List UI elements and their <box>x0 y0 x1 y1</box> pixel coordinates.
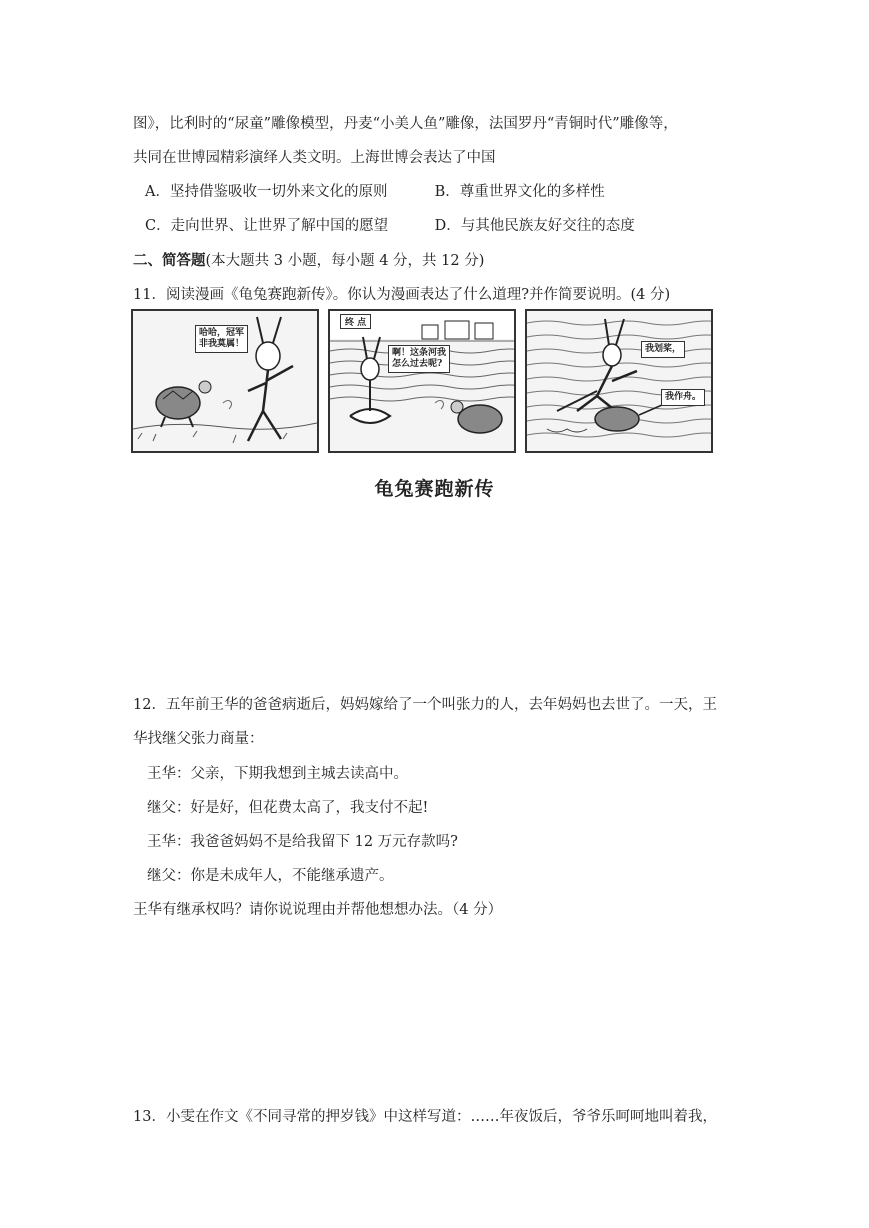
section-note: (本大题共 3 小题，每小题 4 分，共 12 分) <box>205 253 485 269</box>
panel-2-bubble-line-2: 怎么过去呢? <box>392 359 443 369</box>
question-12-line-2: 华找继父张力商量： <box>133 731 264 747</box>
dialogue-line-4: 继父：你是未成年人，不能继承遗产。 <box>147 868 394 884</box>
comic-panel-3 <box>525 309 713 453</box>
panel-2-finish-sign: 终 点 <box>340 314 371 329</box>
panel-1-bubble-line-1: 哈哈，冠军 <box>199 328 245 338</box>
question-11: 11．阅读漫画《龟兔赛跑新传》。你认为漫画表达了什么道理?并作简要说明。(4 分) <box>133 287 671 303</box>
question-13-line-1: 13．小雯在作文《不同寻常的押岁钱》中这样写道：……年夜饭后，爷爷乐呵呵地叫着我， <box>133 1109 717 1125</box>
comic-panel-3-drawing <box>527 311 711 451</box>
panel-1-speech-bubble <box>195 325 248 353</box>
comic-caption: 龟兔赛跑新传 <box>374 478 495 500</box>
continuation-line-1: 图》，比利时的“尿童”雕像模型，丹麦“小美人鱼”雕像，法国罗丹“青铜时代”雕像等， <box>133 116 678 132</box>
comic-panel-2 <box>328 309 516 453</box>
section-2-heading <box>133 249 484 270</box>
dialogue-line-3: 王华：我爸爸妈妈不是给我留下 12 万元存款吗? <box>147 834 458 850</box>
option-c: C．走向世界、让世界了解中国的愿望 <box>145 218 389 234</box>
panel-2-speech-bubble <box>388 345 450 373</box>
panel-3-bubble-turtle: 我作舟。 <box>661 389 705 406</box>
comic-panel-2-drawing <box>330 311 514 451</box>
continuation-line-2: 共同在世博园精彩演绎人类文明。上海世博会表达了中国 <box>133 150 496 166</box>
comic-panel-1 <box>131 309 319 453</box>
option-row-1 <box>145 180 605 201</box>
section-title: 二、简答题 <box>133 252 206 269</box>
panel-3-bubble-rabbit: 我划桨， <box>641 341 685 358</box>
question-12-line-1: 12．五年前王华的爸爸病逝后，妈妈嫁给了一个叫张力的人，去年妈妈也去世了。一天，王 <box>133 697 717 713</box>
panel-2-bubble-line-1: 啊！这条河我 <box>392 348 447 358</box>
panel-1-bubble-line-2: 非我莫属！ <box>199 339 245 349</box>
option-row-2 <box>145 214 635 235</box>
dialogue-line-1: 王华：父亲，下期我想到主城去读高中。 <box>147 766 408 782</box>
question-12-prompt: 王华有继承权吗？请你说说理由并帮他想想办法。（4 分） <box>133 902 503 918</box>
option-b: B．尊重世界文化的多样性 <box>434 184 605 200</box>
dialogue-line-2: 继父：好是好，但花费太高了，我支付不起! <box>147 800 429 816</box>
option-d: D．与其他民族友好交往的态度 <box>434 218 635 234</box>
option-a: A．坚持借鉴吸收一切外来文化的原则 <box>145 184 388 200</box>
